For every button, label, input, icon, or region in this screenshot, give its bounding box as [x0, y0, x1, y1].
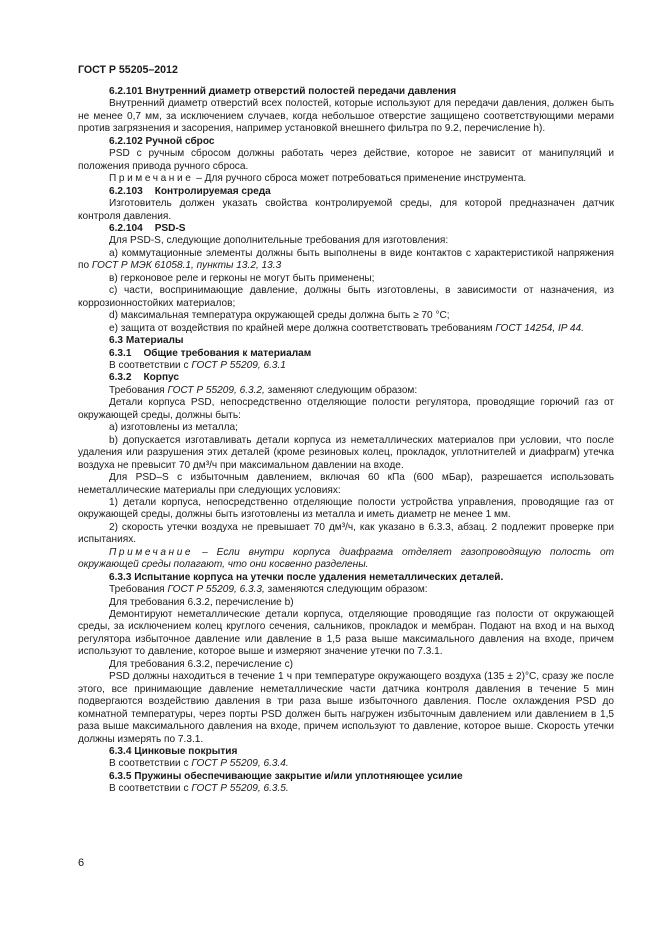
list-item: b) допускается изготавливать детали корпуса из неметаллических материалов при условии, что после удаления или разрушения этих деталей (кроме резиновых колец, прокладок, уплотнителей и диафрагм) утечка воздуха не превысит 70 дм³/ч при максимальном давлении на входе. [78, 434, 614, 471]
section-heading-6-2-103 [78, 186, 614, 198]
paragraph [78, 584, 614, 596]
list-item: d) максимальная температура окружающей среды должна быть ≥ 70 °С; [109, 310, 450, 322]
standard-reference: ГОСТ Р 55209, 6.3.4. [191, 758, 289, 770]
section-heading-6-2-101: 6.2.101 Внутренний диаметр отверстий полостей передачи давления [109, 86, 457, 97]
list-item [78, 323, 614, 335]
section-title: Общие требования к материалам [143, 347, 312, 359]
list-item [78, 248, 614, 273]
note [78, 173, 614, 185]
list-item: с) части, воспринимающие давление, должны быть изготовлены, в зависимости от назначения, из коррозионностойких материалов; [78, 285, 614, 309]
paragraph [78, 360, 614, 372]
paragraph: Демонтируют неметаллические детали корпуса, отделяющие проводящие газ полости от окружающей среды, за исключением колец круглого сечения, сальников, прокладок и мембран. Подают на вход и на выход регулятора избыточное давление или давление в 1,5 раза выше максимального давления на входе, причем используют то давление, которое выше и измеряют значение утечки по 7.3.1. [78, 609, 614, 658]
section-heading-6-3-4: 6.3.4 Цинковые покрытия [109, 746, 238, 758]
section-heading-6-3-2 [78, 372, 614, 384]
paragraph: Для PSD-S, следующие дополнительные требования для изготовления: [109, 235, 449, 247]
paragraph: PSD с ручным сбросом должны работать через действие, которое не зависит от манипуляций и положения привода ручного сброса. [78, 148, 614, 172]
section-number: 6.2.104 [109, 222, 143, 234]
document-header: ГОСТ Р 55205–2012 [78, 64, 178, 76]
text: заменяют следующим образом: [264, 384, 418, 396]
paragraph [78, 783, 614, 795]
section-heading-6-3-1 [78, 348, 614, 360]
list-item: 2) скорость утечки воздуха не превышает 70 дм³/ч, как указано в 6.3.3, абзац. 2 подлежит проверке при испытаниях. [78, 521, 614, 546]
text: В соответствии с [109, 758, 192, 770]
standard-reference: ГОСТ Р МЭК 61058.1, пункты 13.2, 13.3 [91, 260, 282, 272]
list-item: а) изготовлены из металла; [109, 422, 238, 434]
paragraph: Детали корпуса PSD, непосредственно отделяющие полости регулятора, проводящие горючий газ от окружающей среды, должны быть: [78, 397, 614, 421]
paragraph [78, 385, 614, 397]
document-body [78, 86, 614, 796]
standard-reference: ГОСТ 14254, IP 44. [495, 322, 584, 334]
list-text: а) коммутационные элементы должны быть выполнены в виде контактов с характеристикой напряжения по [78, 247, 614, 272]
list-item: в) герконовое реле и герконы не могут быть применены; [109, 272, 375, 284]
text: заменяются следующим образом: [264, 584, 428, 596]
note-label: Примечание [109, 173, 194, 185]
paragraph: Для требования 6.3.2, перечисление b) [109, 596, 294, 608]
paragraph: Внутренний диаметр отверстий всех полостей, которые используют для передачи давления, должен быть не менее 0,7 мм, за исключением случаев, когда небольшое отверстие защищено соответствующими мерами против загрязнения и засорения, например установкой внешнего фильтра по 9.2, перечисление h). [78, 98, 614, 135]
standard-reference: ГОСТ Р 55209, 6.3.2, [167, 384, 265, 396]
section-number: 6.3.1 [109, 347, 132, 359]
section-title: PSD-S [154, 222, 186, 234]
list-item: 1) детали корпуса, непосредственно отделяющие полости устройства управления, проводящие газ от окружающей среды, должны быть изготовлены из металла и иметь диаметр не менее 1 мм. [78, 496, 614, 521]
section-heading-6-3-3: 6.3.3 Испытание корпуса на утечки после удаления неметаллических деталей. [109, 571, 504, 583]
section-heading-6-3-5: 6.3.5 Пружины обеспечивающие закрытие и/или уплотняющее усилие [109, 770, 463, 782]
standard-reference: ГОСТ Р 55209, 6.3.3, [167, 584, 265, 596]
page-number: 6 [78, 857, 85, 869]
section-title: Контролируемая среда [154, 185, 271, 197]
text: В соответствии с [109, 783, 192, 795]
note [78, 547, 614, 572]
section-heading-6-2-104 [78, 223, 614, 235]
note-text: – Для ручного сброса может потребоваться применение инструмента. [193, 173, 527, 185]
section-number: 6.2.103 [109, 185, 143, 197]
text: Требования [109, 584, 168, 596]
paragraph [78, 758, 614, 770]
list-text: е) защита от воздействия по крайней мере должна соответствовать требованиям [109, 322, 496, 334]
standard-reference: ГОСТ Р 55209, 6.3.5. [191, 783, 289, 795]
section-title: Корпус [143, 372, 180, 384]
note-text: – Если внутри корпуса диафрагма отделяет газопроводящую полость от окружающей среды полагают, что они косвенно разделены. [78, 546, 614, 571]
note-label: Примечание [109, 546, 194, 558]
paragraph: Изготовитель должен указать свойства контролируемой среды, для которой предназначен датчик контроля давления. [78, 198, 614, 222]
paragraph: PSD должны находиться в течение 1 ч при температуре окружающего воздуха (135 ± 2)°С, сразу же после этого, все принимающие давление неметаллические части датчика контроля давления в течение 5 мин подвергаются воздействию давления в три раза выше избыточного давления. После охлаждения PSD до комнатной температуры, через порты PSD должен быть нагружен избыточным давлением или давлением в 1,5 раза выше максимального давления на входе, причем используют то давление, которое выше. Скорость утечки должны измерять по 7.3.1. [78, 671, 614, 745]
section-heading-6-2-102: 6.2.102 Ручной сброс [109, 135, 215, 147]
paragraph: Для требования 6.3.2, перечисление с) [109, 658, 293, 670]
paragraph: Для PSD–S с избыточным давлением, включая 60 кПа (600 мБар), разрешается использовать неметаллические материалы при следующих условиях: [78, 472, 614, 496]
section-heading-6-3: 6.3 Материалы [109, 335, 184, 347]
text: В соответствии с [109, 359, 192, 371]
section-number: 6.3.2 [109, 372, 132, 384]
text: Требования [109, 384, 168, 396]
standard-reference: ГОСТ Р 55209, 6.3.1 [191, 359, 286, 371]
